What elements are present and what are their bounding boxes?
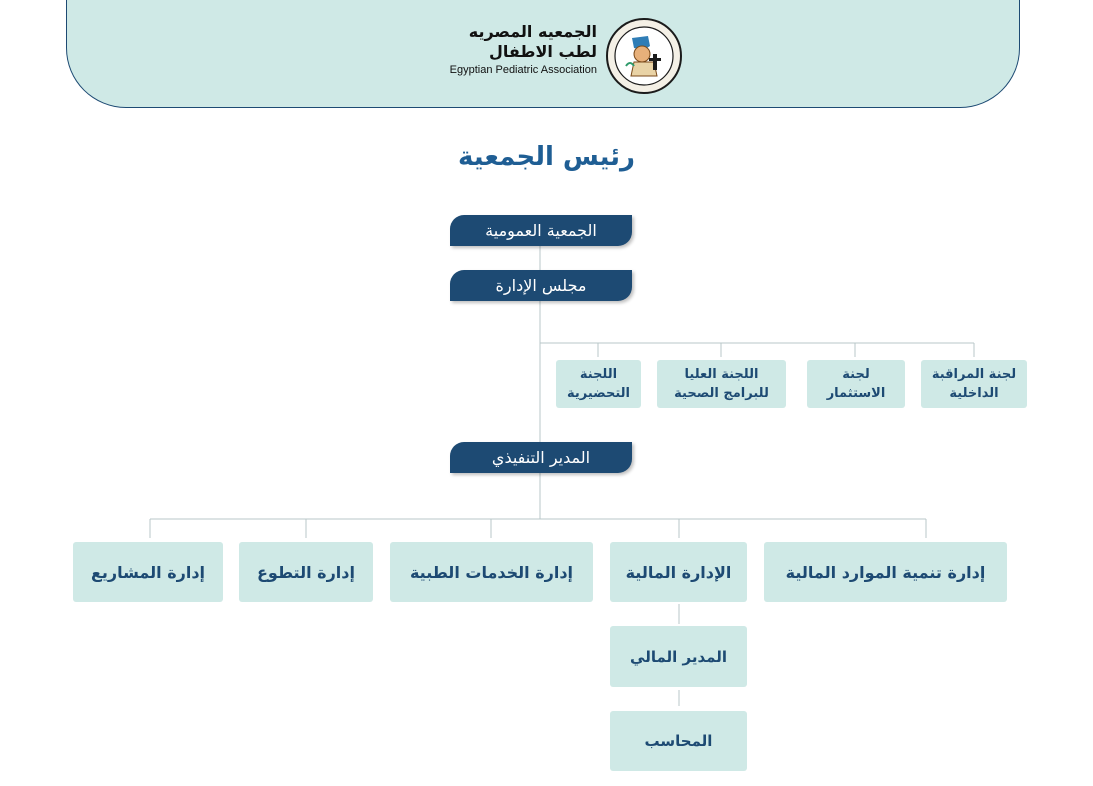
financial-resources-department: إدارة تنمية الموارد المالية [764, 542, 1007, 602]
medical-services-department: إدارة الخدمات الطبية [390, 542, 593, 602]
accountant-node: المحاسب [610, 711, 747, 771]
page-title: رئيس الجمعية [457, 142, 636, 172]
volunteering-department: إدارة التطوع [239, 542, 373, 602]
health-programs-committee: اللجنة العليا للبرامج الصحية [657, 360, 786, 408]
investment-committee: لجنة الاستثمار [807, 360, 905, 408]
org-name-en: Egyptian Pediatric Association [449, 64, 597, 76]
internal-audit-committee: لجنة المراقبة الداخلية [921, 360, 1027, 408]
executive-director-node: المدير التنفيذي [450, 442, 632, 473]
financial-manager-node: المدير المالي [610, 626, 747, 687]
preparatory-committee: اللجنة التحضيرية [556, 360, 641, 408]
general-assembly-node: الجمعية العمومية [450, 215, 632, 246]
board-of-directors-node: مجلس الإدارة [450, 270, 632, 301]
finance-department: الإدارة المالية [610, 542, 747, 602]
org-name-ar-line1: الجمعيه المصريه [468, 22, 597, 41]
projects-department: إدارة المشاريع [73, 542, 223, 602]
org-name-ar-line2: لطب الاطفال [489, 42, 597, 61]
